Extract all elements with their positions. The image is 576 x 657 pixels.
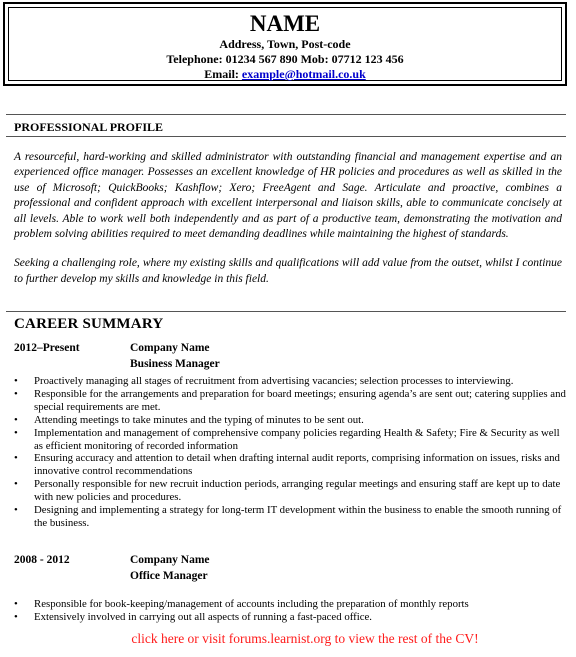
profile-paragraph-2: Seeking a challenging role, where my existing skills and qualifications will add value from the outset, whilst I continue to further develop my skills and knowledge in this field. [14, 257, 562, 285]
profile-heading: PROFESSIONAL PROFILE [14, 120, 164, 134]
list-item: • Extensively involved in carrying out all aspects of running a fast-paced office. [14, 610, 372, 623]
list-item: • Implementation and management of comprehensive company policies regarding Health & Safety; Fire & Security as well as efficient monitoring of recorded information [14, 426, 560, 452]
job-2-duties [14, 598, 568, 624]
bullet-icon: • [14, 610, 18, 623]
profile-divider-top [6, 114, 566, 115]
bullet-icon: • [14, 375, 18, 387]
list-item: • Proactively managing all stages of recruitment from advertising vacancies; selection processes to interviewing. [14, 375, 514, 387]
bullet-icon: • [14, 387, 18, 400]
list-item: • Designing and implementing a strategy for long-term IT development within the business to enable the smooth running of the business. [14, 504, 562, 529]
candidate-name: NAME [249, 11, 321, 36]
job-1-header [14, 340, 454, 372]
address-line: Address, Town, Post-code [219, 37, 351, 51]
career-divider [6, 311, 566, 312]
contact-header-box [3, 2, 567, 86]
bullet-icon: • [14, 478, 18, 491]
list-item: • Attending meetings to take minutes and the typing of minutes to be sent out. [14, 413, 364, 426]
email-label: Email: [204, 67, 242, 81]
job-1-company: Company Name [130, 342, 210, 354]
list-item: • Responsible for book-keeping/management of accounts including the preparation of monthly reports [14, 598, 469, 610]
view-full-cv-link[interactable]: click here or visit forums.learnist.org to view the rest of the CV! [131, 631, 479, 646]
bullet-icon: • [14, 598, 18, 610]
bullet-icon: • [14, 452, 18, 465]
profile-paragraph-1: A resourceful, hard-working and skilled administrator with outstanding financial and management expertise and an experienced office manager. Possesses an excellent knowledge of HR policies and procedures as well as skilled in the use of Microsoft; QuickBooks; Kashflow; Xero; FreeAgent and Sage. Articulate and proactive, combines a professional and confident approach with excellent interpersonal and liaison skills, able to communicate concisely at all levels. Able to work well both independently and as part of a productive team, demonstrating the motivation and problem solving abilities required to meet demanding deadlines while maintaining the highest of standards. [14, 151, 562, 241]
job-1-duties [14, 375, 568, 530]
list-item: • Responsible for the arrangements and preparation for board meetings; ensuring agenda’s are sent out; catering supplies and special requirements are met. [14, 387, 566, 413]
profile-text [14, 150, 562, 287]
career-heading: CAREER SUMMARY [14, 316, 164, 332]
job-2-position: Office Manager [130, 570, 208, 582]
job-2-company: Company Name [130, 554, 210, 566]
job-1-dates: 2012–Present [14, 342, 80, 354]
list-item: • Personally responsible for new recruit induction periods, arranging regular meetings and ensuring staff are kept up to date with new policies and procedures. [14, 478, 561, 504]
email-line [9, 67, 561, 82]
job-1-position: Business Manager [130, 358, 220, 370]
bullet-icon: • [14, 426, 18, 439]
job-2-dates: 2008 - 2012 [14, 554, 70, 566]
profile-divider-bottom [6, 136, 566, 137]
list-item: • Ensuring accuracy and attention to detail when drafting internal audit reports, comprising information on issues, risks and innovative control recommendations [14, 452, 560, 478]
bullet-icon: • [14, 504, 18, 517]
email-link[interactable]: example@hotmail.co.uk [241, 67, 366, 81]
telephone-line: Telephone: 01234 567 890 Mob: 07712 123 456 [166, 52, 404, 66]
contact-header-inner [8, 7, 562, 81]
job-2-header [14, 552, 454, 584]
bullet-icon: • [14, 413, 18, 426]
